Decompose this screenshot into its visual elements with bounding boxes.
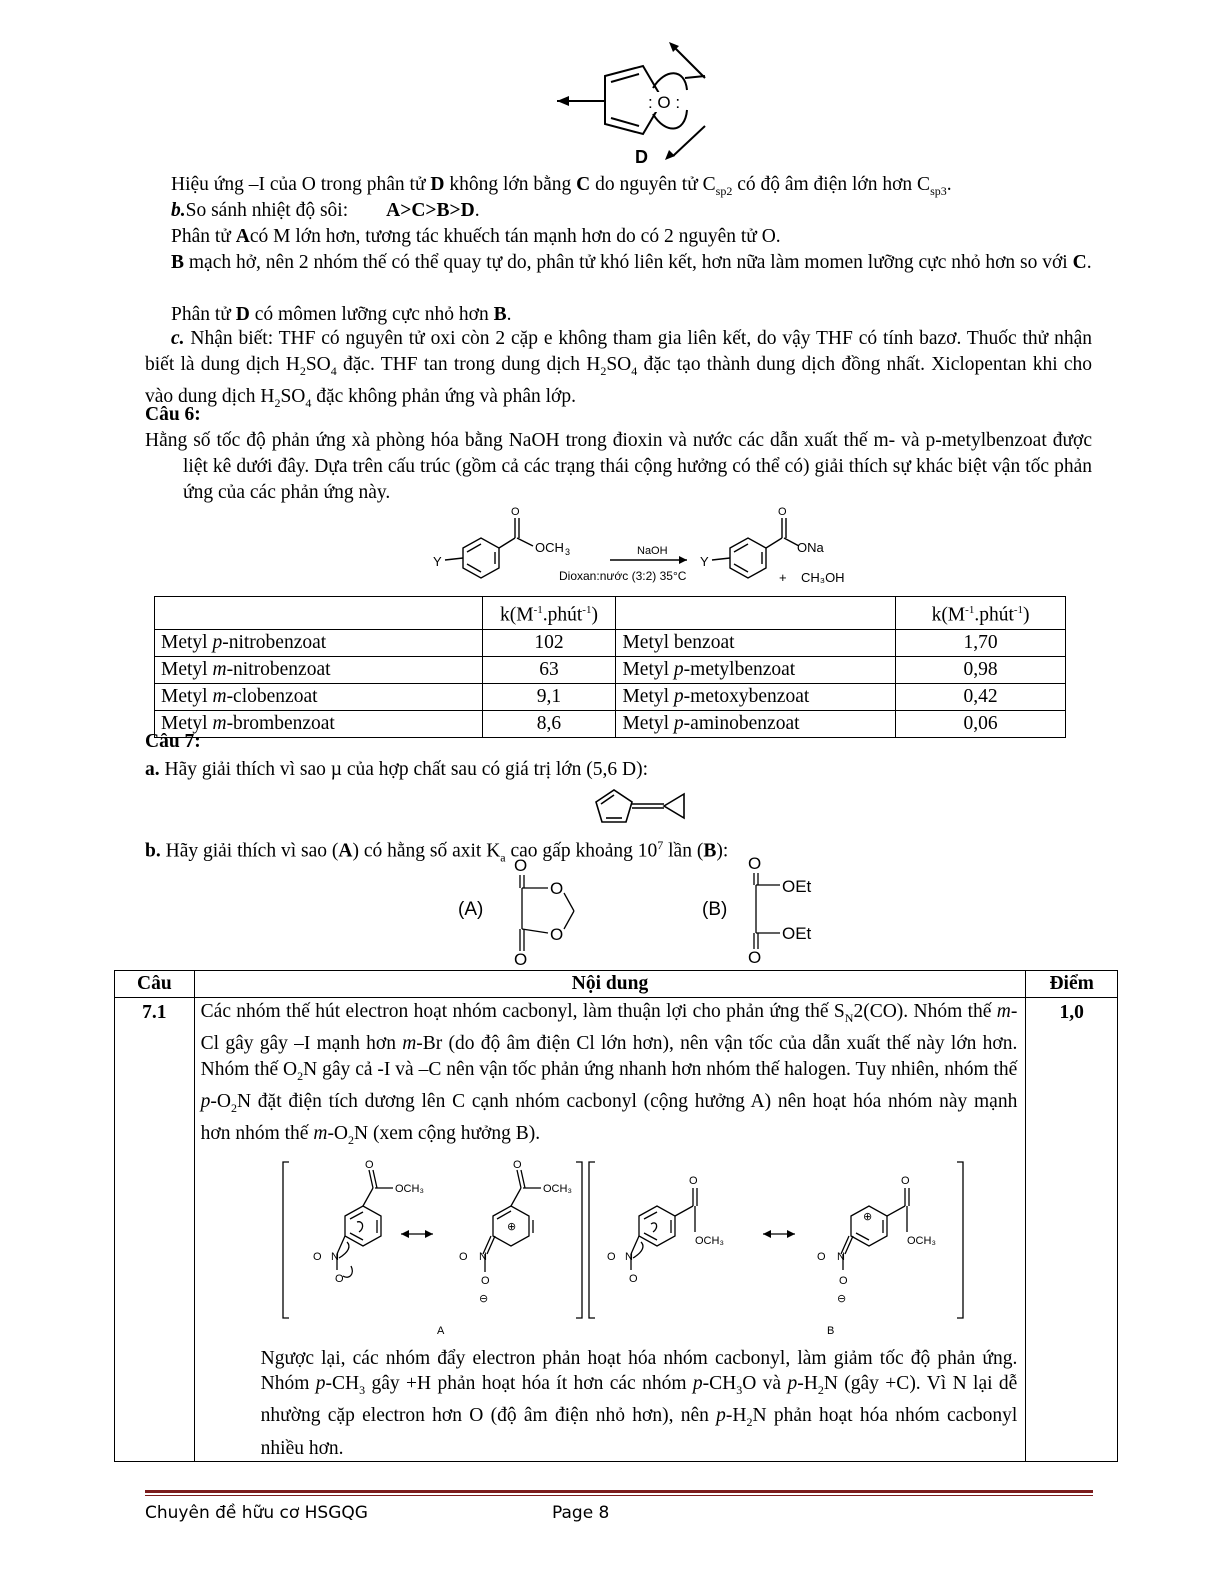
resonance-label-a: A bbox=[436, 1324, 444, 1337]
svg-text:Dioxan:nước (3:2) 35°C: Dioxan:nước (3:2) 35°C bbox=[559, 569, 687, 583]
svg-text:Y: Y bbox=[433, 554, 442, 569]
svg-text:O: O bbox=[606, 1250, 616, 1263]
header-noi-dung: Nội dung bbox=[194, 971, 1026, 998]
footer-title: Chuyên đề hữu cơ HSGQG bbox=[145, 1503, 368, 1523]
answer-row bbox=[115, 998, 1118, 1462]
svg-text:O: O bbox=[514, 856, 528, 875]
svg-text:⊖: ⊖ bbox=[836, 1292, 846, 1305]
answer-table bbox=[114, 970, 1118, 1462]
meldrum-vs-malonate-structures bbox=[450, 853, 840, 971]
table-header-row bbox=[155, 597, 1066, 630]
question-7-heading: Câu 7: bbox=[145, 731, 201, 752]
footer-rule bbox=[145, 1490, 1093, 1493]
answer-score: 1,0 bbox=[1026, 998, 1118, 1462]
answer-para-2: Ngược lại, các nhóm đẩy electron phản hoạt hóa nhóm cacbonyl, làm giảm tốc độ phản ứng. Nhóm $p-CH_3$ gây +H phản hoạt hóa ít hơn các nhóm $p-CH_3O$ và $p-H_2N$ (gây +C). Vì N lại dễ nhường cặp electron hơn O (độ âm điện nhỏ hơn), nên $p-H_2N$ phản hoạt hóa nhóm cacbonyl nhiều hơn. bbox=[260, 1347, 1018, 1459]
answer-para-1: Các nhóm thế hút electron hoạt nhóm cacbonyl, làm thuận lợi cho phản ứng thế $S_N2(CO)$. Nhóm thế m-Cl gây gây –I mạnh hơn m-Br (do độ âm điện Cl lớn hơn), nên vận tốc của dẫn xuất thế này lớn hơn. Nhóm thế $O_2N$ gây cả -I và –C nên vận tốc phản ứng nhanh hơn nhóm thế halogen. Tuy nhiên, nhóm thế $p-O_2N$ đặt điện tích dương lên C cạnh nhóm cacbonyl (cộng hưởng A) nên hoạt hóa nhóm này mạnh hơn nhóm thế $m-O_2N$ (xem cộng hưởng B). bbox=[200, 1001, 1018, 1147]
resonance-label-b: B bbox=[826, 1324, 834, 1337]
svg-text:OEt: OEt bbox=[782, 877, 812, 896]
svg-text:CH₃OH: CH₃OH bbox=[801, 570, 845, 585]
svg-text:N: N bbox=[624, 1250, 633, 1263]
saponification-scheme bbox=[425, 504, 865, 592]
k-header: $k(M^{-1}.phút^{-1})$ bbox=[896, 597, 1066, 630]
para-molecule-b: B mạch hở, nên 2 nhóm thế có thể quay tự do, phân tử khó liên kết, hơn nữa làm momen lưỡng cực nhỏ hơn so với C. bbox=[171, 252, 1092, 273]
line-inductive-effect: Hiệu ứng –I của O trong phân tử D không lớn bằng C do nguyên tử $C_{sp2}$ có độ âm điện lớn hơn $C_{sp3}$. bbox=[171, 174, 952, 198]
svg-text:OCH₃: OCH₃ bbox=[694, 1234, 724, 1247]
question-6-heading: Câu 6: bbox=[145, 404, 201, 425]
footer-rule-thin bbox=[145, 1495, 1093, 1496]
svg-text:OEt: OEt bbox=[782, 924, 812, 943]
line-boiling-point: b.So sánh nhiệt độ sôi: A>C>B>D. bbox=[171, 200, 480, 221]
svg-text:(A): (A) bbox=[458, 899, 484, 920]
svg-text:OCH₃: OCH₃ bbox=[542, 1182, 572, 1195]
answer-number: 7.1 bbox=[115, 998, 195, 1462]
header-diem: Điểm bbox=[1026, 971, 1118, 998]
svg-text:O: O bbox=[748, 948, 762, 967]
answer-content bbox=[194, 998, 1026, 1462]
svg-text:O: O bbox=[550, 925, 564, 944]
svg-text:N: N bbox=[330, 1250, 339, 1263]
svg-text:⊖: ⊖ bbox=[478, 1292, 488, 1305]
figure-d-label: D bbox=[635, 147, 648, 167]
svg-text:O: O bbox=[512, 1158, 522, 1171]
table-row: Metyl m-clobenzoat 9,1 Metyl p-metoxybenzoat 0,42 bbox=[155, 683, 1066, 710]
svg-text:Y: Y bbox=[700, 554, 709, 569]
fulvene-structure bbox=[588, 782, 692, 832]
svg-text:O: O bbox=[480, 1274, 490, 1287]
svg-text:O: O bbox=[900, 1174, 910, 1187]
question-7b: b. Hãy giải thích vì sao (A) có hằng số axit $K_a$ cao gấp khoảng $10^7$ lần (B): bbox=[145, 838, 729, 865]
answer-header-row bbox=[115, 971, 1118, 998]
svg-text:O: O bbox=[628, 1272, 638, 1285]
svg-text:O: O bbox=[364, 1158, 374, 1171]
svg-text:O: O bbox=[458, 1250, 468, 1263]
svg-text:(B): (B) bbox=[702, 899, 728, 920]
para-identification: c. Nhận biết: THF có nguyên tử oxi còn 2 cặp e không tham gia liên kết, do vậy THF có tính bazơ. Thuốc thử nhận biết là dung dịch $H_2SO_4$ đặc. THF tan trong dung dịch $H_2SO_4$ đặc tạo thành dung dịch đồng nhất. Xiclopentan khi cho vào dung dịch $H_2SO_4$ đặc không phản ứng và phân lớp. bbox=[145, 328, 1093, 410]
oxygen-label: : O : bbox=[647, 93, 681, 112]
svg-text:O: O bbox=[838, 1274, 848, 1287]
svg-text:NaOH: NaOH bbox=[637, 545, 668, 557]
svg-text:ONa: ONa bbox=[797, 540, 824, 555]
svg-text:O: O bbox=[312, 1250, 322, 1263]
svg-text:OCH: OCH bbox=[535, 540, 564, 555]
line-molecule-a: Phân tử Acó M lớn hơn, tương tác khuếch tán mạnh hơn do có 2 nguyên tử O. bbox=[171, 226, 781, 247]
svg-text:O: O bbox=[514, 950, 528, 969]
svg-text:+: + bbox=[779, 570, 787, 585]
k-header: $k(M^{-1}.phút^{-1})$ bbox=[482, 597, 616, 630]
header-cau: Câu bbox=[115, 971, 195, 998]
svg-text:N: N bbox=[478, 1250, 487, 1263]
svg-text:O: O bbox=[550, 879, 564, 898]
svg-text:O: O bbox=[511, 506, 520, 518]
svg-text:⊕: ⊕ bbox=[862, 1210, 872, 1223]
svg-text:OCH₃: OCH₃ bbox=[394, 1182, 424, 1195]
svg-text:⊕: ⊕ bbox=[506, 1220, 516, 1233]
svg-text:O: O bbox=[334, 1272, 344, 1285]
svg-text:O: O bbox=[816, 1250, 826, 1263]
rate-constant-table bbox=[154, 596, 1066, 738]
line-molecule-d: Phân tử D có mômen lưỡng cực nhỏ hơn B. bbox=[171, 304, 512, 325]
question-7a: a. Hãy giải thích vì sao µ của hợp chất sau có giá trị lớn (5,6 D): bbox=[145, 759, 648, 780]
page-number: Page 8 bbox=[552, 1503, 610, 1523]
thf-dipole-figure bbox=[545, 38, 745, 168]
svg-text:3: 3 bbox=[565, 547, 571, 557]
svg-text:N: N bbox=[836, 1250, 845, 1263]
table-row: Metyl p-nitrobenzoat 102 Metyl benzoat 1,70 bbox=[155, 629, 1066, 656]
resonance-structures-figure bbox=[279, 1158, 979, 1340]
svg-text:OCH₃: OCH₃ bbox=[906, 1234, 936, 1247]
table-row: Metyl m-nitrobenzoat 63 Metyl p-metylbenzoat 0,98 bbox=[155, 656, 1066, 683]
svg-text:O: O bbox=[778, 506, 787, 518]
svg-text:O: O bbox=[688, 1174, 698, 1187]
question-6-text: Hằng số tốc độ phản ứng xà phòng hóa bằng NaOH trong đioxin và nước các dẫn xuất thế m- và p-metylbenzoat được liệt kê dưới đây. Dựa trên cấu trúc (gồm cả các trạng thái cộng hưởng có thể có) giải thích sự khác biệt vận tốc phản ứng của các phản ứng này. bbox=[145, 430, 1092, 503]
table-row: Metyl m-brombenzoat 8,6 Metyl p-aminobenzoat 0,06 bbox=[155, 710, 1066, 737]
svg-text:O: O bbox=[748, 854, 762, 873]
